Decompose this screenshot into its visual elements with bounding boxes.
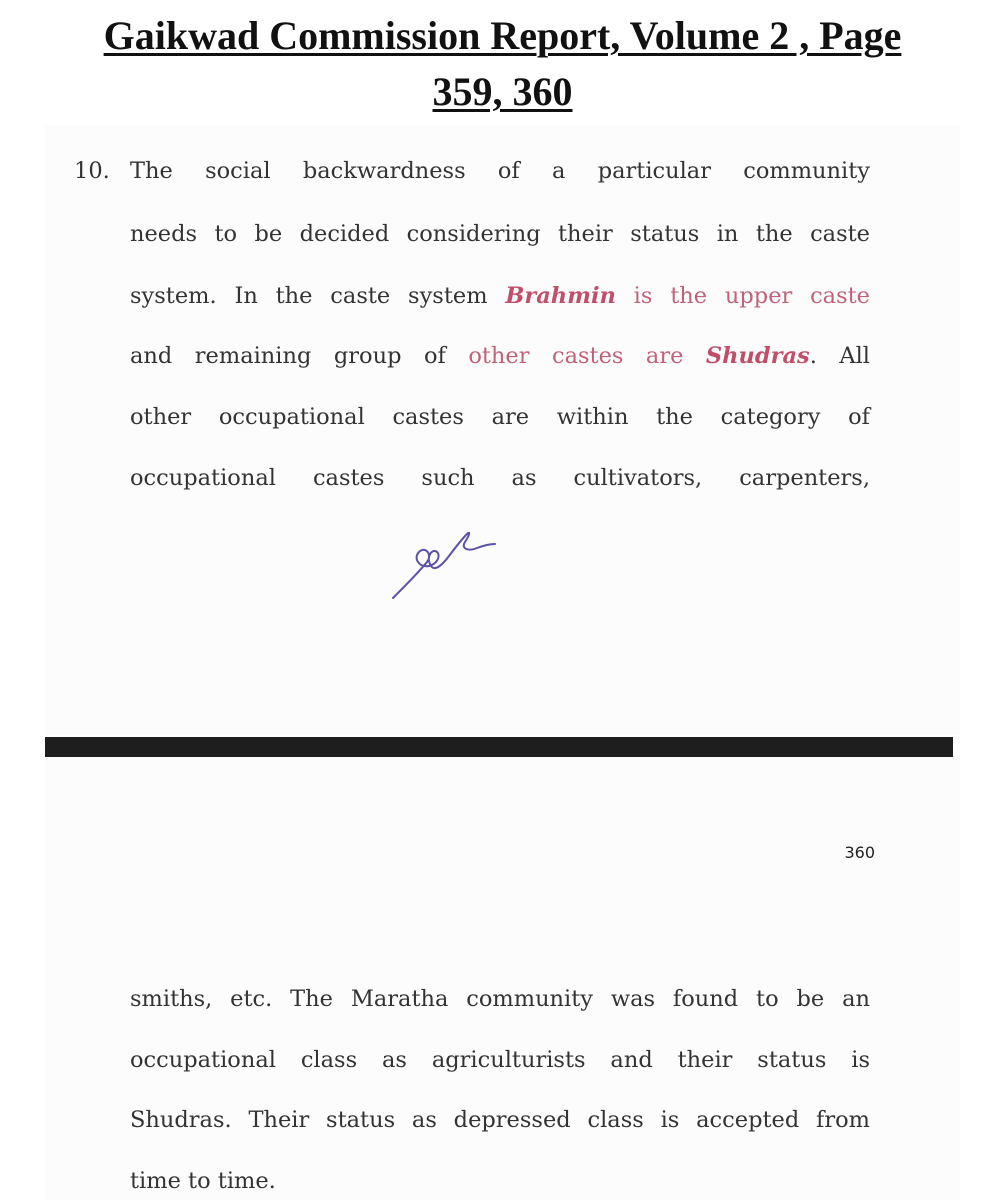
title-line-1: Gaikwad Commission Report, Volume 2 , Page xyxy=(103,13,902,58)
page-divider xyxy=(45,737,953,757)
highlight-brahmin: Brahmin xyxy=(505,283,616,309)
page-360-line-4: time to time. xyxy=(130,1168,276,1194)
page-359-line-1: The social backwardness of a particular community xyxy=(130,158,870,184)
highlight-shudras: Shudras xyxy=(705,343,810,369)
page-359-line-5: other occupational castes are within the category of xyxy=(130,404,870,430)
highlight-upper-caste: is the upper caste xyxy=(615,283,870,309)
page-359-line-6: occupational castes such as cultivators, carpenters, xyxy=(130,465,870,491)
page-360-line-1: smiths, etc. The Maratha community was found to be an xyxy=(130,986,870,1012)
line-4-text: and remaining group of xyxy=(130,343,469,369)
paragraph-number: 10. xyxy=(74,158,110,184)
page-359-line-3 xyxy=(130,280,870,312)
page-360-line-2: occupational class as agriculturists and their status is xyxy=(130,1047,870,1073)
page-359-line-2: needs to be decided considering their status in the caste xyxy=(130,221,870,247)
signature xyxy=(385,520,515,610)
page-359-line-4 xyxy=(130,340,870,372)
document-title xyxy=(0,8,1005,120)
highlight-other-castes: other castes are xyxy=(468,343,706,369)
page-360-line-3: Shudras. Their status as depressed class is accepted from xyxy=(130,1107,870,1133)
page-number: 360 xyxy=(844,843,875,862)
line-4-end: . All xyxy=(809,343,870,369)
line-3-text: system. In the caste system xyxy=(130,283,506,309)
title-line-2: 359, 360 xyxy=(432,69,573,114)
